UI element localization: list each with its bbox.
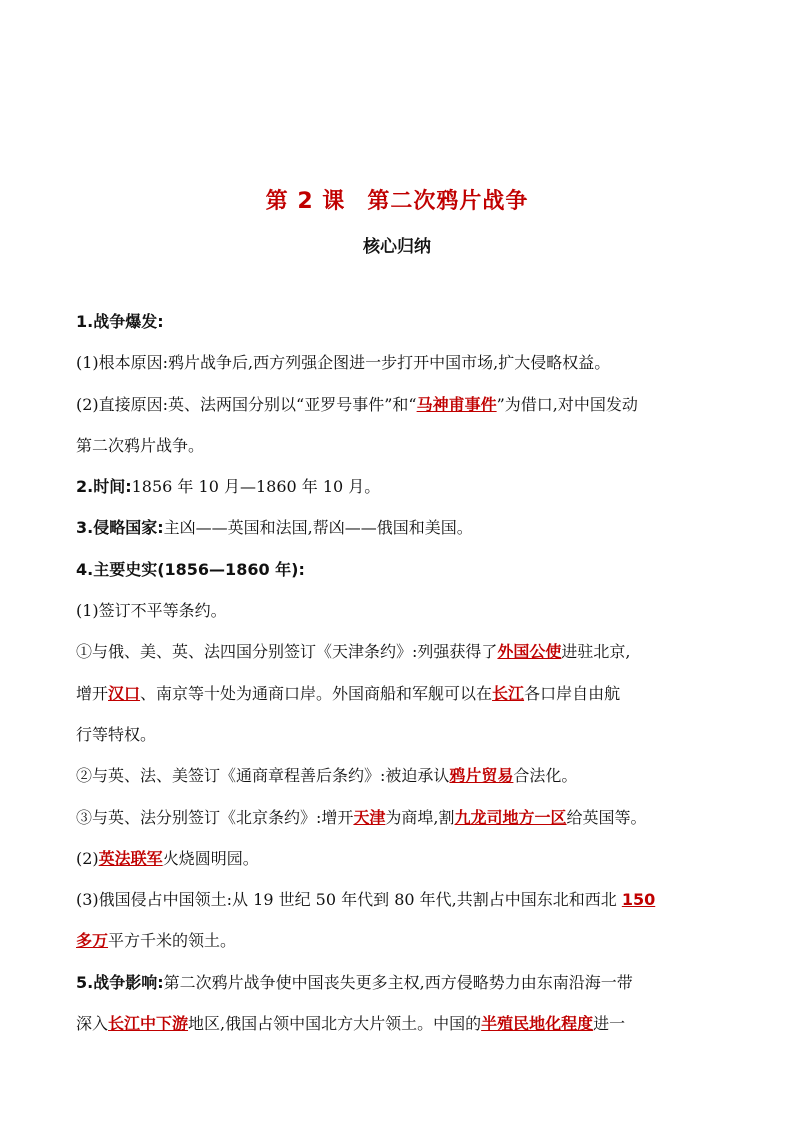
body-text: (2)直接原因:英、法两国分别以“亚罗号事件”和“ [76, 394, 417, 414]
text-line [76, 973, 722, 993]
text-line [76, 684, 722, 704]
key-term: 外国公使 [497, 642, 562, 662]
body-text: 火烧圆明园。 [162, 848, 259, 868]
key-term: 多万 [76, 931, 109, 951]
body-text: 合法化。 [513, 766, 578, 786]
body-text: 给英国等。 [566, 807, 647, 827]
section-heading: 1.战争爆发: [76, 312, 164, 331]
text-line [76, 477, 722, 497]
key-term: 150 [621, 890, 656, 910]
key-term: 九龙司地方一区 [454, 807, 567, 827]
section-heading: 5.战争影响: [76, 972, 164, 992]
key-term: 长江 [492, 683, 525, 703]
body-text: 第二次鸦片战争。 [76, 435, 205, 455]
body-text: 地区,俄国占领中国北方大片领土。中国的 [188, 1014, 482, 1034]
body-text: ①与俄、美、英、法四国分别签订《天津条约》:列强获得了 [76, 642, 498, 662]
text-line [76, 725, 722, 745]
text-line [76, 353, 722, 373]
text-line [76, 395, 722, 415]
body-text: 各口岸自由航 [524, 683, 621, 703]
body-text: 进一 [593, 1014, 626, 1034]
body-text: 行等特权。 [76, 724, 157, 744]
section-heading: 4.主要史实(1856—1860 年): [76, 559, 305, 579]
key-term: 半殖民地化程度 [481, 1014, 594, 1034]
body-text: 第二次鸦片战争使中国丧失更多主权,西方侵略势力由东南沿海一带 [163, 972, 633, 992]
body-text: 深入 [76, 1014, 109, 1034]
text-line [76, 642, 722, 662]
key-term: 天津 [353, 807, 386, 827]
text-line [76, 601, 722, 621]
body-text: (3)俄国侵占中国领土:从 19 世纪 50 年代到 80 年代,共割占中国东北和西北 [76, 890, 622, 910]
body-text: (2) [76, 848, 99, 868]
text-line [76, 518, 722, 538]
body-text: 为商埠,割 [385, 807, 455, 827]
text-line [76, 436, 722, 456]
body-text: ②与英、法、美签订《通商章程善后条约》:被迫承认 [76, 766, 450, 786]
body-text: 平方千米的领土。 [108, 931, 237, 951]
lesson-title: 第二次鸦片战争 [367, 189, 529, 214]
text-line [76, 1014, 722, 1034]
key-term: 马神甫事件 [416, 394, 497, 414]
text-line [76, 849, 722, 869]
text-line [76, 560, 722, 580]
body-text: 增开 [76, 683, 109, 703]
lesson-number: 第 2 课 [265, 189, 346, 214]
section-subtitle: 核心归纳 [363, 237, 431, 257]
document-body [76, 312, 722, 1055]
text-line [76, 890, 722, 910]
key-term: 汉口 [108, 683, 141, 703]
section-heading: 2.时间: [76, 477, 132, 497]
text-line [76, 931, 722, 951]
body-text: ③与英、法分别签订《北京条约》:增开 [76, 807, 354, 827]
text-line [76, 766, 722, 786]
body-text: 、南京等十处为通商口岸。外国商船和军舰可以在 [140, 683, 493, 703]
body-text: (1)根本原因:鸦片战争后,西方列强企图进一步打开中国市场,扩大侵略权益。 [76, 353, 611, 373]
body-text: (1)签订不平等条约。 [76, 601, 227, 621]
section-heading: 3.侵略国家: [76, 518, 164, 538]
key-term: 长江中下游 [108, 1014, 189, 1034]
page-title [0, 184, 794, 215]
body-text: 1856 年 10 月—1860 年 10 月。 [131, 477, 381, 497]
body-text: 主凶——英国和法国,帮凶——俄国和美国。 [163, 518, 473, 538]
key-term: 鸦片贸易 [449, 766, 514, 786]
text-line [76, 808, 722, 828]
body-text: 进驻北京, [561, 642, 631, 662]
body-text: ”为借口,对中国发动 [496, 394, 638, 414]
key-term: 英法联军 [98, 848, 163, 868]
text-line [76, 312, 722, 332]
